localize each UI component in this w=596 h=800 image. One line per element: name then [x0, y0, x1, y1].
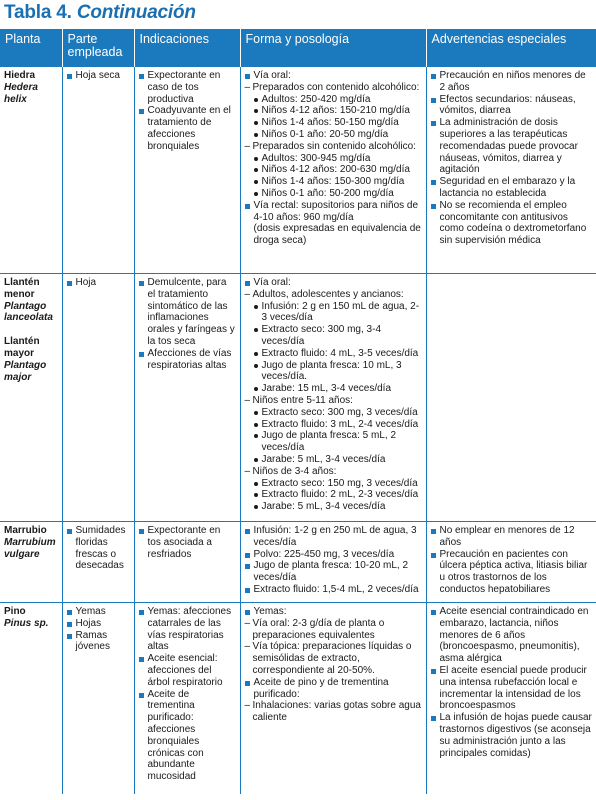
- part-item: Hojas: [67, 618, 130, 630]
- dosage-item: Jarabe: 15 mL, 3-4 veces/día: [245, 383, 422, 395]
- dosage-item: Jarabe: 5 mL, 3-4 veces/día: [245, 501, 422, 513]
- dosage-item: (dosis expresadas en equivalencia de droga seca): [253, 223, 421, 247]
- dosage-item: Niños 4-12 años: 200-630 mg/día: [245, 164, 422, 176]
- dosage-item: Niños 1-4 años: 150-300 mg/día: [245, 176, 422, 188]
- table-row: [0, 522, 596, 603]
- item-list: [431, 70, 593, 247]
- item-list: [67, 277, 130, 289]
- plant-species: Plantago major: [4, 359, 47, 383]
- indications-cell: [134, 522, 240, 603]
- header-indicaciones: Indicaciones: [134, 29, 240, 67]
- warning-item: El aceite esencial puede producir una intensa rubefacción local e incrementar la intensidad de los broncoespasmos: [431, 665, 593, 712]
- dosage-cell: [240, 603, 426, 795]
- dosage-item: Extracto fluido: 1,5-4 mL, 2 veces/día: [245, 584, 422, 596]
- indications-cell: [134, 274, 240, 522]
- table-row: [0, 67, 596, 274]
- item-list: [67, 606, 130, 653]
- dosage-item: Niños 4-12 años: 150-210 mg/día: [245, 105, 422, 117]
- parts-cell: [62, 274, 134, 522]
- part-item: Sumidades floridas frescas o desecadas: [67, 525, 130, 572]
- item-list: [431, 606, 593, 759]
- warnings-cell: [426, 603, 596, 795]
- plant-name: Marrubio: [4, 525, 47, 536]
- item-list: [139, 277, 236, 371]
- plant-cell: [0, 67, 62, 274]
- dosage-item: Vía rectal: supositorios para niños de 4-10 años: 960 mg/día: [245, 200, 422, 224]
- dosage-item: Extracto seco: 300 mg, 3 veces/día: [245, 407, 422, 419]
- table-title: [0, 0, 596, 29]
- warning-item: La infusión de hojas puede causar trastornos digestivos (se aconseja su administración junto a las principales comidas): [431, 712, 593, 759]
- dosage-item: Jugo de planta fresca: 10-20 mL, 2 veces/día: [245, 560, 422, 584]
- item-list: [245, 525, 422, 596]
- dosage-item: Extracto fluido: 4 mL, 3-5 veces/día: [245, 348, 422, 360]
- indication-item: Expectorante en tos asociada a resfriados: [139, 525, 236, 560]
- plant-name: Hiedra: [4, 70, 36, 81]
- header-planta: Planta: [0, 29, 62, 67]
- item-list: [139, 606, 236, 783]
- dosage-item: Aceite de pino y de trementina purificado:: [245, 677, 422, 701]
- plant-species: Marrubium vulgare: [4, 536, 56, 560]
- warnings-cell: [426, 67, 596, 274]
- dosage-cell: [240, 274, 426, 522]
- header-advertencias: Advertencias especiales: [426, 29, 596, 67]
- dosage-item: Extracto fluido: 2 mL, 2-3 veces/día: [245, 489, 422, 501]
- part-item: Ramas jóvenes: [67, 630, 130, 654]
- dosage-item: – Inhalaciones: varias gotas sobre agua caliente: [245, 700, 422, 724]
- item-list: [67, 525, 130, 572]
- item-list: [67, 70, 130, 82]
- dosage-item: Vía oral:: [245, 70, 422, 82]
- warning-item: No emplear en menores de 12 años: [431, 525, 593, 549]
- indication-item: Expectorante en caso de tos productiva: [139, 70, 236, 105]
- item-list: [245, 277, 422, 513]
- part-item: Hoja: [67, 277, 130, 289]
- table-row: [0, 603, 596, 795]
- dosage-item: – Adultos, adolescentes y ancianos:: [245, 289, 422, 301]
- plant-name: Llantén menor: [4, 277, 40, 300]
- parts-cell: [62, 522, 134, 603]
- dosage-item: Infusión: 1-2 g en 250 mL de agua, 3 veces/día: [245, 525, 422, 549]
- table-title-label: Tabla 4.: [4, 2, 72, 23]
- dosage-item: Niños 0-1 año: 50-200 mg/día: [245, 188, 422, 200]
- dosage-item: – Vía oral: 2-3 g/día de planta o preparaciones equivalentes: [245, 618, 422, 642]
- warnings-cell: [426, 274, 596, 522]
- indication-item: Yemas: afecciones catarrales de las vías respiratorias altas: [139, 606, 236, 653]
- item-list: [431, 525, 593, 596]
- dosage-item: Niños 0-1 año: 20-50 mg/día: [245, 129, 422, 141]
- header-forma-posologia: Forma y posología: [240, 29, 426, 67]
- plant-cell: [0, 522, 62, 603]
- warnings-cell: [426, 522, 596, 603]
- warning-item: Precaución en pacientes con úlcera péptica activa, litiasis biliar u otros trastornos de los conductos hepatobiliares: [431, 549, 593, 596]
- dosage-cell: [240, 67, 426, 274]
- plant-cell: [0, 603, 62, 795]
- item-list: [139, 70, 236, 153]
- part-item: Yemas: [67, 606, 130, 618]
- warning-item: Efectos secundarios: náuseas, vómitos, diarrea: [431, 94, 593, 118]
- dosage-cell: [240, 522, 426, 603]
- indication-item: Aceite de trementina purificado: afecciones bronquiales crónicas con abundante mucosidad: [139, 689, 236, 783]
- indication-item: Coadyuvante en el tratamiento de afecciones bronquiales: [139, 105, 236, 152]
- dosage-item: – Preparados con contenido alcohólico:: [245, 82, 422, 94]
- plant-species: Pinus sp.: [4, 617, 49, 629]
- dosage-item: Jarabe: 5 mL, 3-4 veces/día: [245, 454, 422, 466]
- dosage-item: – Preparados sin contenido alcohólico:: [245, 141, 422, 153]
- item-list: [245, 606, 422, 724]
- item-list: [139, 525, 236, 560]
- dosage-item: Extracto fluido: 3 mL, 2-4 veces/día: [245, 419, 422, 431]
- dosage-item: Polvo: 225-450 mg, 3 veces/día: [245, 549, 422, 561]
- dosage-item: Niños 1-4 años: 50-150 mg/día: [245, 117, 422, 129]
- indication-item: Demulcente, para el tratamiento sintomático de las inflamaciones orales y faríngeas y la tos seca: [139, 277, 236, 348]
- dosage-item: – Niños de 3-4 años:: [245, 466, 422, 478]
- dosage-item: Vía oral:: [245, 277, 422, 289]
- item-list: [245, 70, 422, 247]
- parts-cell: [62, 67, 134, 274]
- table-row: [0, 274, 596, 522]
- header-row: [0, 29, 596, 67]
- dosage-item: Jugo de planta fresca: 5 mL, 2 veces/día: [245, 430, 422, 454]
- indications-cell: [134, 67, 240, 274]
- indication-item: Afecciones de vías respiratorias altas: [139, 348, 236, 372]
- dosage-item: – Niños entre 5-11 años:: [245, 395, 422, 407]
- dosage-item: Adultos: 250-420 mg/día: [245, 94, 422, 106]
- dosage-item: Infusión: 2 g en 150 mL de agua, 2-3 veces/día: [245, 301, 422, 325]
- warning-item: Precaución en niños menores de 2 años: [431, 70, 593, 94]
- part-item: Hoja seca: [67, 70, 130, 82]
- warning-item: La administración de dosis superiores a las terapéuticas recomendadas puede provocar náuseas, vómitos, diarrea y agitación: [431, 117, 593, 176]
- parts-cell: [62, 603, 134, 795]
- header-parte-empleada: Parte empleada: [62, 29, 134, 67]
- plant-name: Pino: [4, 606, 26, 617]
- dosage-item: Extracto seco: 150 mg, 3 veces/día: [245, 478, 422, 490]
- warning-item: No se recomienda el empleo concomitante con antitusivos como codeína o dextrometorfano sin supervisión médica: [431, 200, 593, 247]
- dosage-item: Extracto seco: 300 mg, 3-4 veces/día: [245, 324, 422, 348]
- indication-item: Aceite esencial: afecciones del árbol respiratorio: [139, 653, 236, 688]
- table-title-continuation: Continuación: [76, 2, 196, 23]
- herbal-table: [0, 29, 596, 794]
- dosage-item: – Vía tópica: preparaciones líquidas o semisólidas de extracto, correspondiente al 20-50%.: [245, 641, 422, 676]
- plant-species: Hedera helix: [4, 81, 38, 105]
- plant-cell: [0, 274, 62, 522]
- plant-species: Plantago lanceolata: [4, 300, 53, 324]
- warning-item: Aceite esencial contraindicado en embarazo, lactancia, niños menores de 6 años (broncoespasmo, pneumonitis), asma alérgica: [431, 606, 593, 665]
- dosage-item: Jugo de planta fresca: 10 mL, 3 veces/día.: [245, 360, 422, 384]
- indications-cell: [134, 603, 240, 795]
- warning-item: Seguridad en el embarazo y la lactancia no establecida: [431, 176, 593, 200]
- plant-name: Llantén mayor: [4, 336, 40, 359]
- dosage-item: Adultos: 300-945 mg/día: [245, 153, 422, 165]
- dosage-item: Yemas:: [245, 606, 422, 618]
